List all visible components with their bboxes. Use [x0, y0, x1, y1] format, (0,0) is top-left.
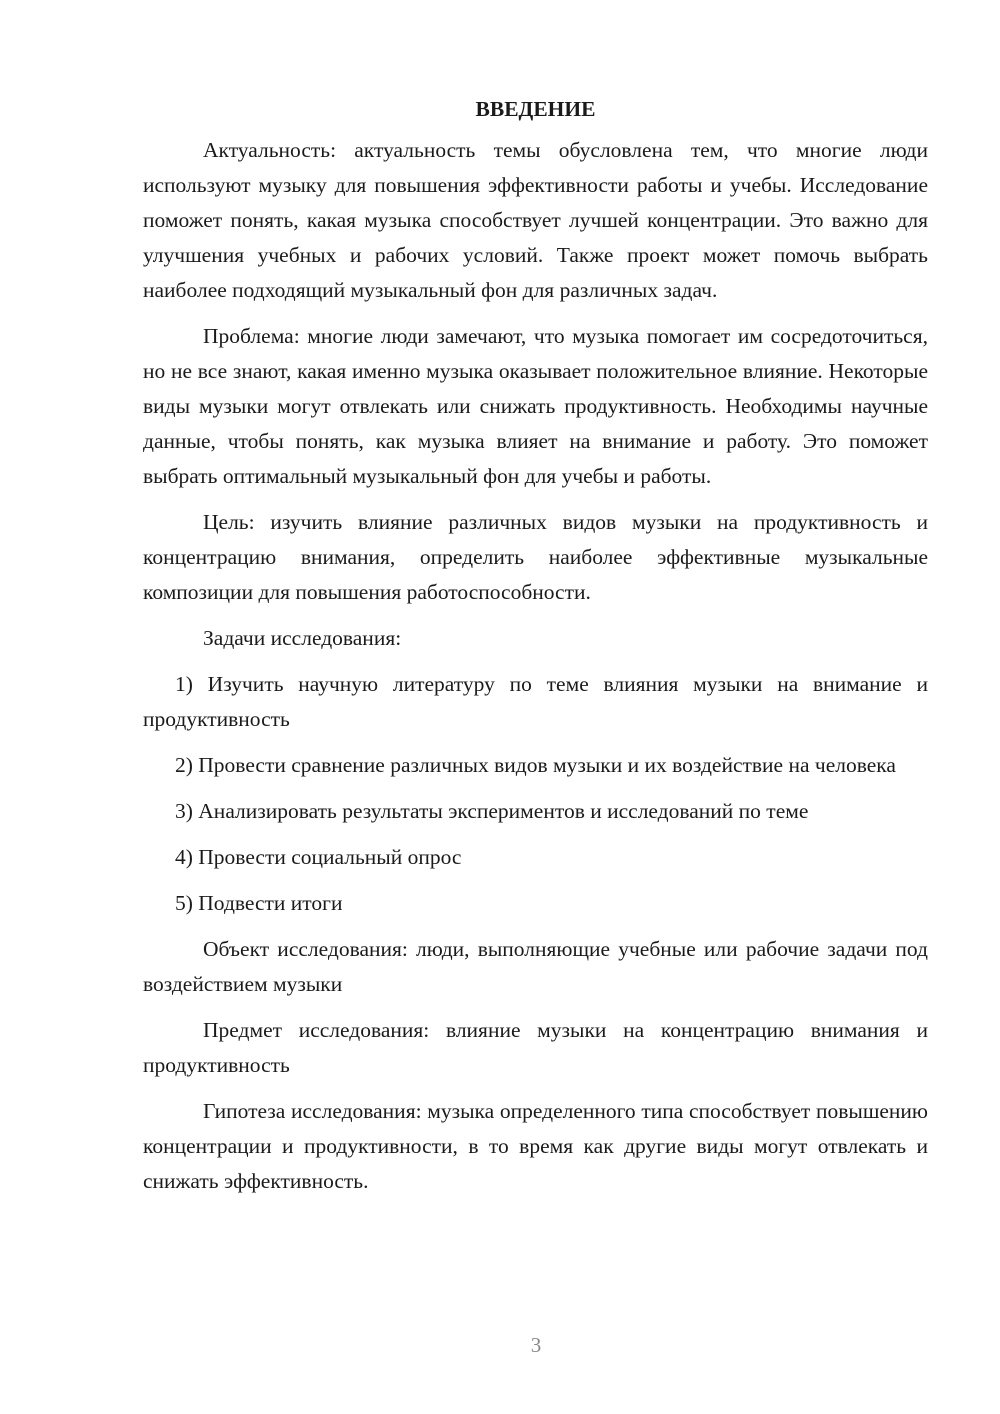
hypothesis-paragraph: Гипотеза исследования: музыка определенного типа способствует повышению концентрации и продуктивности, в то время как другие виды могут отвлекать и снижать эффективность. [143, 1099, 928, 1193]
tasks-heading: Задачи исследования: [203, 626, 402, 650]
document-page [143, 95, 928, 1210]
tasks-list [143, 667, 928, 921]
list-item: 1) Изучить научную литературу по теме влияния музыки на внимание и продуктивность [143, 672, 928, 731]
list-item: 5) Подвести итоги [175, 891, 343, 915]
list-item: 2) Провести сравнение различных видов музыки и их воздействие на человека [175, 753, 896, 777]
section-title: ВВЕДЕНИЕ [475, 97, 596, 121]
subject-paragraph: Предмет исследования: влияние музыки на концентрацию внимания и продуктивность [143, 1018, 928, 1077]
relevance-paragraph: Актуальность: актуальность темы обусловлена тем, что многие люди используют музыку для повышения эффективности работы и учебы. Исследование поможет понять, какая музыка способствует лучшей концентрации. Это важно для улучшения учебных и рабочих условий. Также проект может помочь выбрать наиболее подходящий музыкальный фон для различных задач. [143, 138, 928, 302]
goal-paragraph: Цель: изучить влияние различных видов музыки на продуктивность и концентрацию внимания, определить наиболее эффективные музыкальные композиции для повышения работоспособности. [143, 510, 928, 604]
list-item: 3) Анализировать результаты экспериментов и исследований по теме [175, 799, 809, 823]
page-number: 3 [530, 1333, 542, 1357]
problem-paragraph: Проблема: многие люди замечают, что музыка помогает им сосредоточиться, но не все знают, какая именно музыка оказывает положительное влияние. Некоторые виды музыки могут отвлекать или снижать продуктивность. Необходимы научные данные, чтобы понять, как музыка влияет на внимание и работу. Это поможет выбрать оптимальный музыкальный фон для учебы и работы. [143, 324, 928, 488]
list-item: 4) Провести социальный опрос [175, 845, 462, 869]
object-paragraph: Объект исследования: люди, выполняющие учебные или рабочие задачи под воздействием музыки [143, 937, 928, 996]
